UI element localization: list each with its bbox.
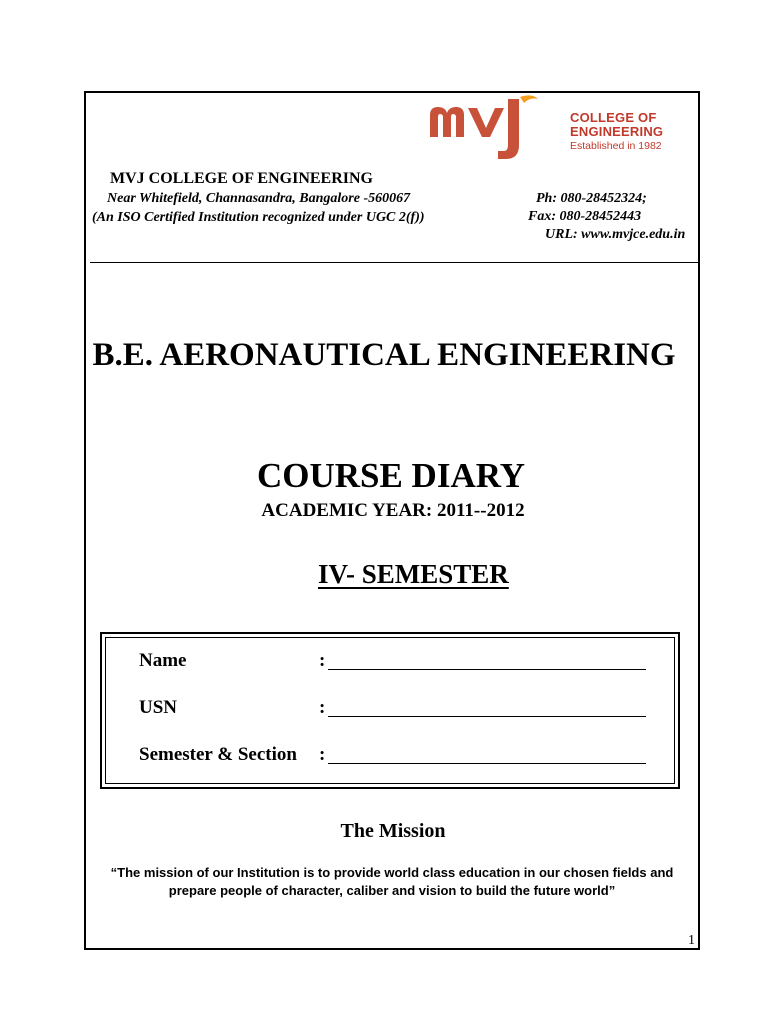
logo-text — [570, 111, 663, 153]
logo-line1: COLLEGE OF — [570, 110, 657, 125]
name-label: Name — [139, 650, 187, 671]
program-title: B.E. AERONAUTICAL ENGINEERING — [92, 337, 676, 373]
usn-field[interactable] — [328, 716, 646, 717]
logo-line3: Established in 1982 — [570, 140, 662, 152]
college-accreditation: (An ISO Certified Institution recognized under UGC 2(f)) — [92, 210, 425, 225]
mvj-logo-mark — [428, 93, 568, 163]
student-details-box — [100, 632, 680, 789]
mission-heading: The Mission — [340, 820, 446, 842]
college-address: Near Whitefield, Channasandra, Bangalore -560067 — [107, 191, 411, 206]
header-divider — [90, 262, 698, 263]
student-details-inner — [105, 637, 675, 784]
college-url: URL: www.mvjce.edu.in — [545, 227, 686, 242]
semester-heading: IV- SEMESTER — [318, 559, 509, 589]
semester-section-label: Semester & Section — [139, 744, 297, 765]
mvj-logo — [428, 93, 674, 163]
mission-statement: “The mission of our Institution is to provide world class education in our chosen fields and prepare people of character, caliber and vision to build the future world” — [110, 865, 674, 898]
name-colon: : — [319, 650, 326, 671]
academic-year: ACADEMIC YEAR: 2011--2012 — [261, 500, 525, 521]
name-field[interactable] — [328, 669, 646, 670]
college-name: MVJ COLLEGE OF ENGINEERING — [110, 170, 373, 187]
college-phone: Ph: 080-28452324; — [536, 191, 647, 206]
page-number: 1 — [688, 933, 695, 948]
usn-label: USN — [139, 697, 178, 718]
usn-colon: : — [319, 697, 326, 718]
semester-section-colon: : — [319, 744, 326, 765]
college-fax: Fax: 080-28452443 — [528, 209, 642, 224]
semester-section-field[interactable] — [328, 763, 646, 764]
document-title: COURSE DIARY — [256, 456, 526, 495]
logo-line2: ENGINEERING — [570, 124, 664, 139]
